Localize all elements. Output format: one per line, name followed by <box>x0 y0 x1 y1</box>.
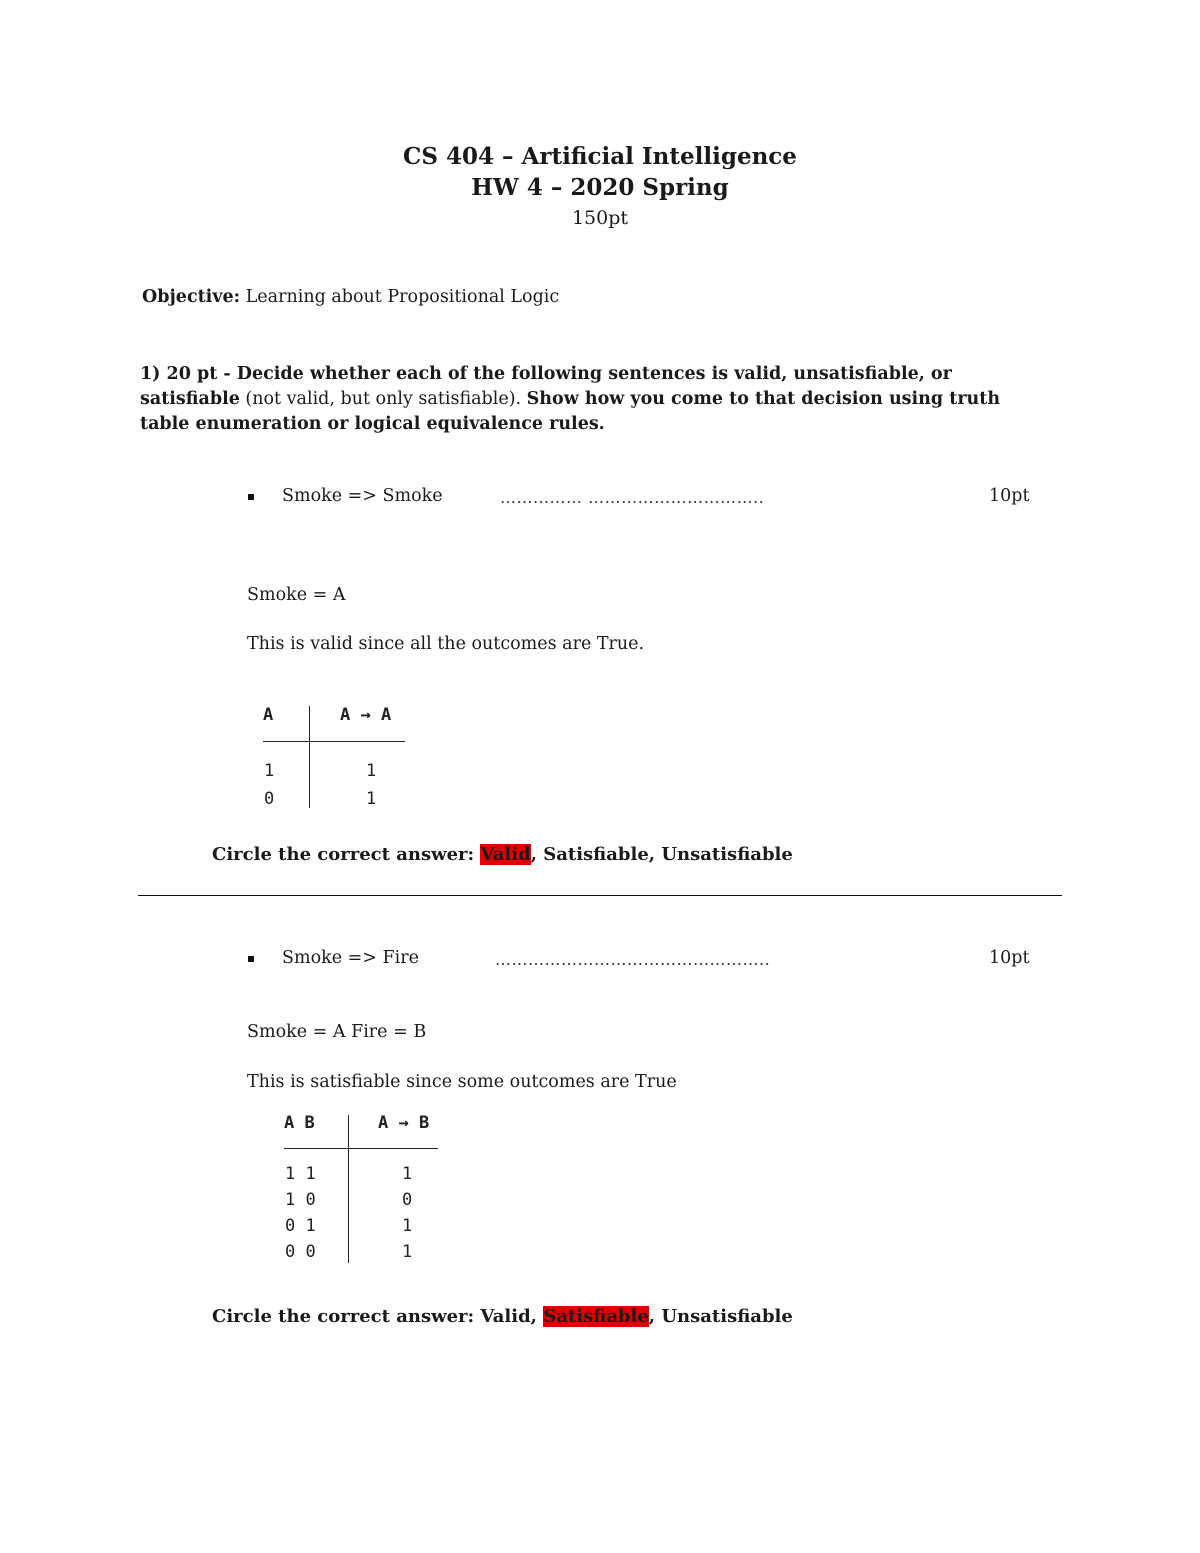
table-1-row-2-left: 0 <box>264 789 275 809</box>
answer-2-prefix: Circle the correct answer: Valid, <box>212 1306 544 1327</box>
table-2-rule <box>284 1148 438 1149</box>
item-1-points: 10pt <box>989 486 1030 506</box>
item-2-dots: ………………………………………….. <box>495 950 771 969</box>
table-2-row-1-left: 1 1 <box>285 1164 316 1184</box>
instruction-plain: (not valid, but only satisfiable). <box>239 389 527 409</box>
objective <box>142 287 559 307</box>
table-1-divider <box>309 706 310 808</box>
table-1-header-right: A → A <box>340 705 392 725</box>
table-2-divider <box>348 1115 349 1263</box>
total-points: 150pt <box>571 207 629 229</box>
table-2-row-1-right: 1 <box>402 1164 413 1184</box>
table-2-row-4-right: 1 <box>402 1242 413 1262</box>
table-2-row-3-left: 0 1 <box>285 1216 316 1236</box>
table-2-row-2-left: 1 0 <box>285 1190 316 1210</box>
objective-label: Objective: <box>142 287 241 307</box>
instruction-bold-a: Decide whether each of the following sentences is valid, unsatisfiable, or satisfiable <box>140 364 952 409</box>
question-number-points: 1) 20 pt - <box>140 364 237 384</box>
item-1-mapping: Smoke = A <box>247 585 346 605</box>
answer-1-prefix: Circle the correct answer: <box>212 844 481 865</box>
table-1-header-left: A <box>263 705 274 725</box>
answer-2-rest: , Unsatisfiable <box>648 1306 793 1327</box>
item-2-sentence: Smoke => Fire <box>282 948 419 968</box>
table-1-row-1-right: 1 <box>366 761 377 781</box>
table-2-header-left: A B <box>284 1113 315 1133</box>
course-title: CS 404 – Artificial Intelligence <box>403 143 797 170</box>
section-divider <box>138 895 1062 896</box>
item-2-explanation: This is satisfiable since some outcomes are True <box>247 1072 677 1092</box>
table-1-rule <box>263 741 405 742</box>
table-2-row-4-left: 0 0 <box>285 1242 316 1262</box>
item-1-dots: …………… ………………………….. <box>500 488 765 507</box>
objective-text: Learning about Propositional Logic <box>245 287 560 307</box>
item-2-points: 10pt <box>989 948 1030 968</box>
instruction-bold-b: Show how you come to that decision using truth table enumeration or logical equivalence rules. <box>140 389 1001 434</box>
item-2-mapping: Smoke = A Fire = B <box>247 1022 427 1042</box>
table-2-row-2-right: 0 <box>402 1190 413 1210</box>
item-1-answer <box>212 844 793 865</box>
item-2-answer <box>212 1306 793 1327</box>
bullet-icon <box>248 956 254 962</box>
table-1-row-2-right: 1 <box>366 789 377 809</box>
item-1-explanation: This is valid since all the outcomes are True. <box>247 634 645 654</box>
answer-2-selected-satisfiable: Satisfiable <box>543 1306 649 1327</box>
item-1-sentence: Smoke => Smoke <box>282 486 443 506</box>
table-2-header-right: A → B <box>378 1113 430 1133</box>
question-1-instructions <box>140 362 1040 437</box>
table-2-row-3-right: 1 <box>402 1216 413 1236</box>
answer-1-selected-valid: Valid <box>480 844 531 865</box>
answer-1-rest: , Satisfiable, Unsatisfiable <box>530 844 793 865</box>
homework-title: HW 4 – 2020 Spring <box>471 174 729 201</box>
table-1-row-1-left: 1 <box>264 761 275 781</box>
bullet-icon <box>248 494 254 500</box>
